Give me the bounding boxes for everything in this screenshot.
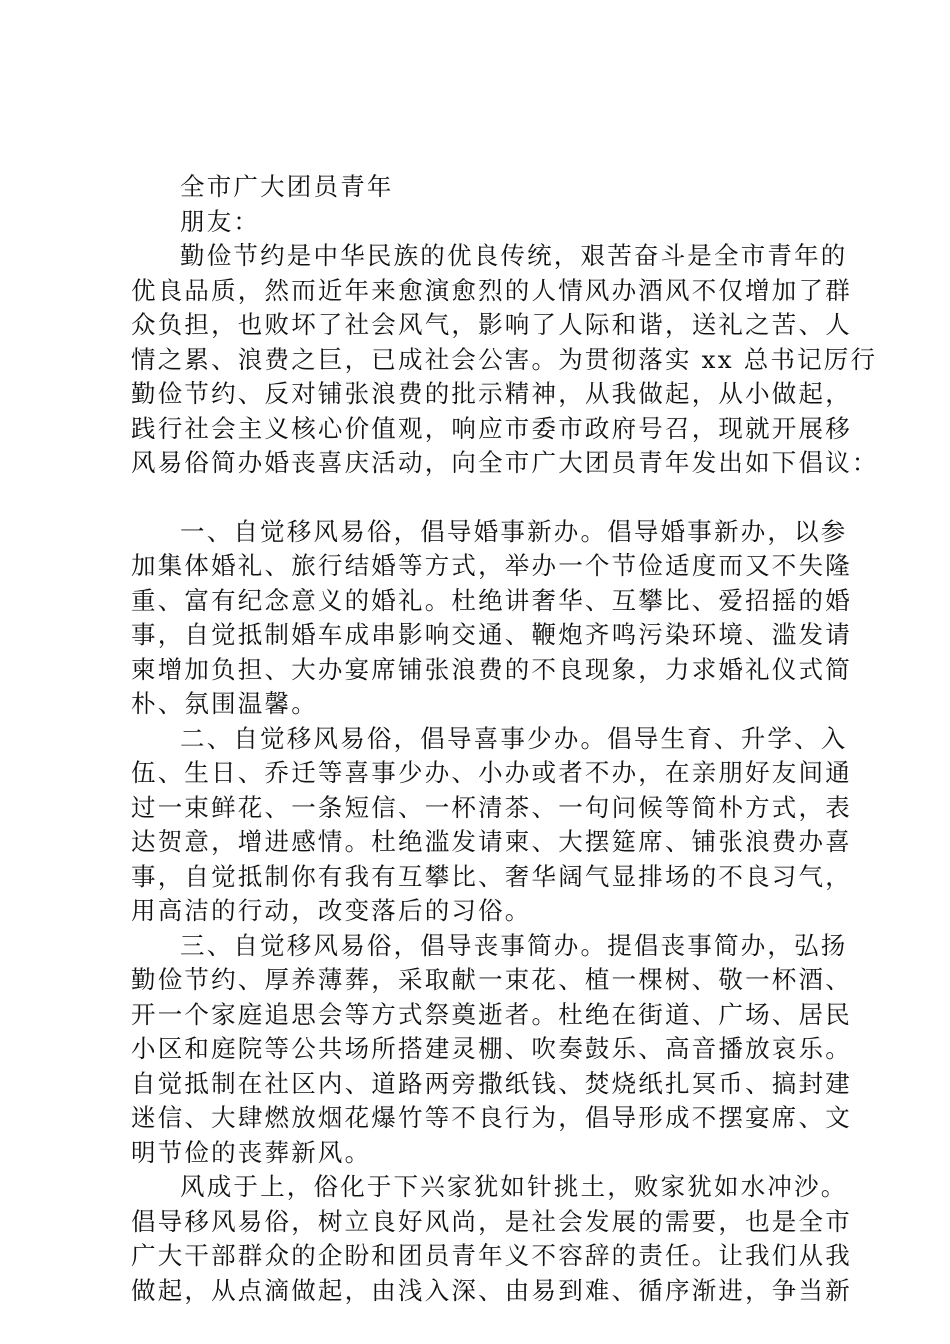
intro-paragraph — [131, 239, 879, 481]
item1-line: 朴、氛围温馨。 — [131, 689, 318, 718]
closing-line: 广大干部群众的企盼和团员青年义不容辞的责任。让我们从我 — [131, 1241, 852, 1270]
intro-line: 众负担，也败坏了社会风气，影响了人际和谐，送礼之苦、人 — [131, 310, 852, 339]
salutation-line-2: 朋友： — [180, 206, 261, 236]
intro-line: 情之累、浪费之巨，已成社会公害。为贯彻落实 xx 总书记厉行 — [131, 344, 878, 374]
item3-line: 开一个家庭追思会等方式祭奠逝者。杜绝在街道、广场、居民 — [131, 999, 852, 1029]
item1-line: 柬增加负担、大办宴席铺张浪费的不良现象，力求婚礼仪式简 — [131, 654, 852, 684]
item1-line: 加集体婚礼、旅行结婚等方式，举办一个节俭适度而又不失隆 — [131, 551, 852, 580]
closing-paragraph — [131, 1170, 852, 1308]
item2-line: 过一束鲜花、一条短信、一杯清茶、一句问候等简朴方式，表 — [131, 792, 852, 822]
proposal-item-2 — [131, 722, 852, 929]
item1-line: 重、富有纪念意义的婚礼。杜绝讲奢华、互攀比、爱招摇的婚 — [131, 585, 852, 615]
item2-line: 事，自觉抵制你有我有互攀比、奢华阔气显排场的不良习气， — [131, 861, 852, 891]
salutation-line-1: 全市广大团员青年 — [180, 172, 394, 201]
item2-line: 用高洁的行动，改变落后的习俗。 — [131, 896, 532, 925]
intro-line: 勤俭节约、反对铺张浪费的批示精神，从我做起，从小做起， — [131, 379, 852, 408]
intro-line: 优良品质，然而近年来愈演愈烈的人情风办酒风不仅增加了群 — [131, 275, 852, 305]
item3-line: 三、自觉移风易俗，倡导丧事简办。提倡丧事简办，弘扬 — [180, 930, 848, 960]
item3-line: 明节俭的丧葬新风。 — [131, 1137, 372, 1167]
item2-line: 达贺意，增进感情。杜绝滥发请柬、大摆筵席、铺张浪费办喜 — [131, 827, 852, 856]
item3-line: 小区和庭院等公共场所搭建灵棚、吹奏鼓乐、高音播放哀乐。 — [131, 1034, 852, 1063]
item2-line: 二、自觉移风易俗，倡导喜事少办。倡导生育、升学、入 — [180, 723, 848, 753]
item3-line: 迷信、大肆燃放烟花爆竹等不良行为，倡导形成不摆宴席、文 — [131, 1103, 852, 1132]
item1-line: 一、自觉移风易俗，倡导婚事新办。倡导婚事新办，以参 — [180, 516, 848, 546]
closing-line: 做起，从点滴做起，由浅入深、由易到难、循序渐进，争当新 — [131, 1275, 852, 1305]
item3-line: 勤俭节约、厚养薄葬，采取献一束花、植一棵树、敬一杯酒、 — [131, 965, 852, 994]
document-body — [131, 170, 879, 1308]
closing-line: 风成于上，俗化于下兴家犹如针挑土，败家犹如水冲沙。 — [180, 1172, 848, 1201]
intro-line: 勤俭节约是中华民族的优良传统，艰苦奋斗是全市青年的 — [180, 241, 848, 270]
paragraph-gap — [131, 481, 831, 515]
proposal-item-3 — [131, 929, 852, 1171]
proposal-item-1 — [131, 515, 852, 722]
item2-line: 伍、生日、乔迁等喜事少办、小办或者不办，在亲朋好友间通 — [131, 758, 852, 787]
intro-line: 践行社会主义核心价值观，响应市委市政府号召，现就开展移 — [131, 413, 852, 443]
item3-line: 自觉抵制在社区内、道路两旁撒纸钱、焚烧纸扎冥币、搞封建 — [131, 1068, 852, 1098]
item1-line: 事，自觉抵制婚车成串影响交通、鞭炮齐鸣污染环境、滥发请 — [131, 620, 852, 649]
closing-line: 倡导移风易俗，树立良好风尚，是社会发展的需要，也是全市 — [131, 1206, 852, 1236]
intro-line: 风易俗简办婚丧喜庆活动，向全市广大团员青年发出如下倡议： — [131, 448, 879, 477]
